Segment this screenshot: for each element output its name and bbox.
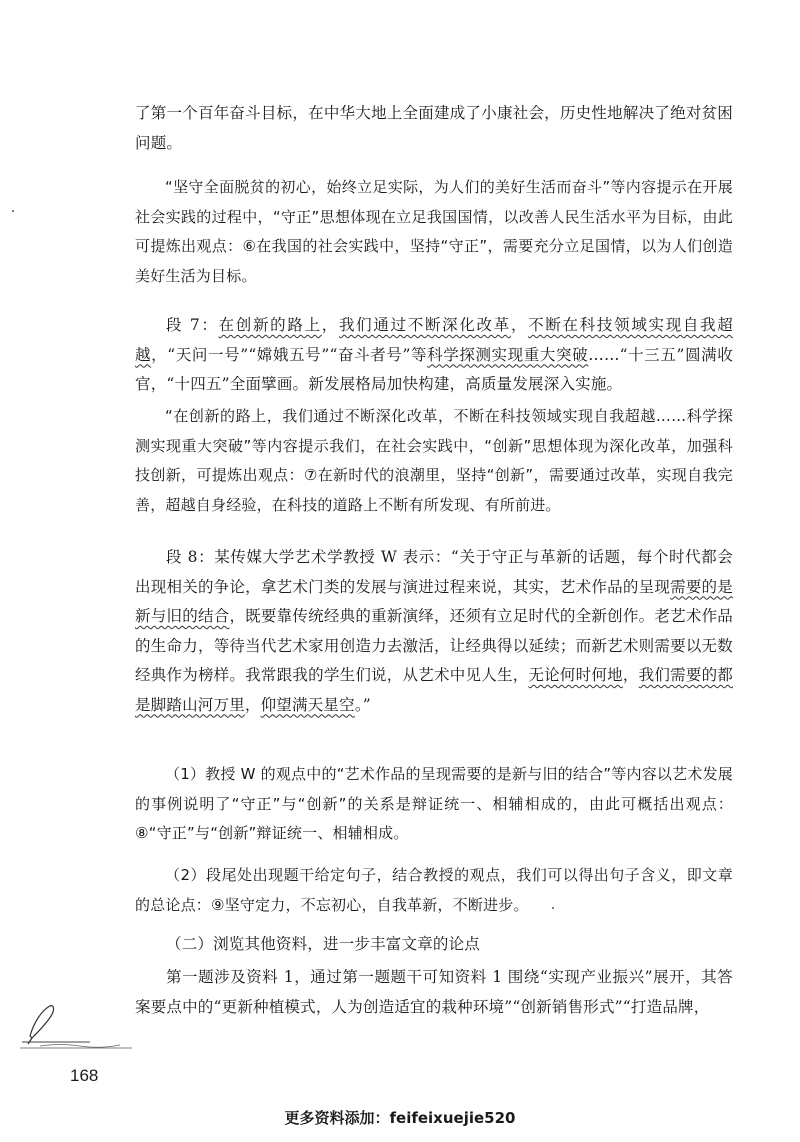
footer-note: 更多资料添加：feifeixuejie520 [284, 1109, 516, 1127]
paragraph-9: 第一题涉及资料 1，通过第一题题干可知资料 1 围绕“实现产业振兴”展开，其答案要点中的“更新种植模式，人为创造适宜的栽种环境”“创新销售形式”“打造品牌， [135, 968, 733, 1016]
underlined-phrase: 仰望满天星空 [260, 695, 355, 714]
page-number: 168 [70, 1066, 99, 1085]
paragraph-1: 了第一个百年奋斗目标，在中华大地上全面建成了小康社会，历史性地解决了绝对贫困问题。 [135, 104, 733, 152]
paragraph-3-excerpt-7: 段 7：在创新的路上，我们通过不断深化改革，不断在科技领域实现自我超越，“天问一号”“嫦娥五号”“奋斗者号”等科学探测实现重大突破……“十三五”圆满收官，“十四五”全面擘画。新发展格局加快构建，高质量发展深入实施。 [135, 316, 734, 393]
underlined-phrase: 需要的是新与旧的结合 [135, 577, 733, 625]
underlined-phrase: 科学探测实现重大突破 [427, 345, 589, 364]
paragraph-6: （1）教授 W 的观点中的“艺术作品的呈现需要的是新与旧的结合”等内容以艺术发展的事例说明了“守正”与“创新”的关系是辩证统一、相辅相成的，由此可概括出观点：⑧“守正”与“创新”辩证统一、相辅相成。 [135, 765, 733, 842]
underlined-phrase: 不断在科技领域实现自我超越 [135, 316, 734, 364]
underlined-phrase: 在创新的路上 [218, 316, 322, 334]
scan-speck [552, 907, 554, 909]
underlined-phrase: 无论何时何地 [528, 666, 623, 684]
pen-sketch-icon [20, 1002, 135, 1052]
section-heading: （二）浏览其他资料，进一步丰富文章的论点 [166, 935, 481, 953]
paragraph-2: “坚守全面脱贫的初心，始终立足实际，为人们的美好生活而奋斗”等内容提示在开展社会实践的过程中，“守正”思想体现在立足我国国情，以改善人民生活水平为目标，由此可提炼出观点：⑥在我国的社会实践中，坚持“守正”，需要充分立足国情，以为人们创造美好生活为目标。 [135, 178, 733, 285]
scan-speck [12, 210, 14, 212]
underlined-phrase: 我们需要的都是脚踏山河万里 [135, 666, 734, 714]
underlined-phrase: 我们通过不断深化改革 [338, 316, 511, 334]
paragraph-4: “在创新的路上，我们通过不断深化改革，不断在科技领域实现自我超越……科学探测实现重大突破”等内容提示我们，在社会实践中，“创新”思想体现为深化改革，加强科技创新，可提炼出观点：⑦在新时代的浪潮里，坚持“创新”，需要通过改革，实现自我完善，超越自身经验，在科技的道路上不断有所发现、有所前进。 [135, 407, 733, 514]
paragraph-5-excerpt-8: 段 8：某传媒大学艺术学教授 W 表示：“关于守正与革新的话题，每个时代都会出现相关的争论，拿艺术门类的发展与演进过程来说，其实，艺术作品的呈现需要的是新与旧的结合，既要靠传统经典的重新演绎，还须有立足时代的全新创作。老艺术作品的生命力，等待当代艺术家用创造力去激活，让经典得以延续；而新艺术则需要以无数经典作为榜样。我常跟我的学生们说，从艺术中见人生，无论何时何地，我们需要的都是脚踏山河万里，仰望满天星空。” [135, 548, 734, 714]
paragraph-7: （2）段尾处出现题干给定句子，结合教授的观点，我们可以得出句子含义，即文章的总论点：⑨坚守定力，不忘初心，自我革新，不断进步。 [135, 866, 733, 914]
